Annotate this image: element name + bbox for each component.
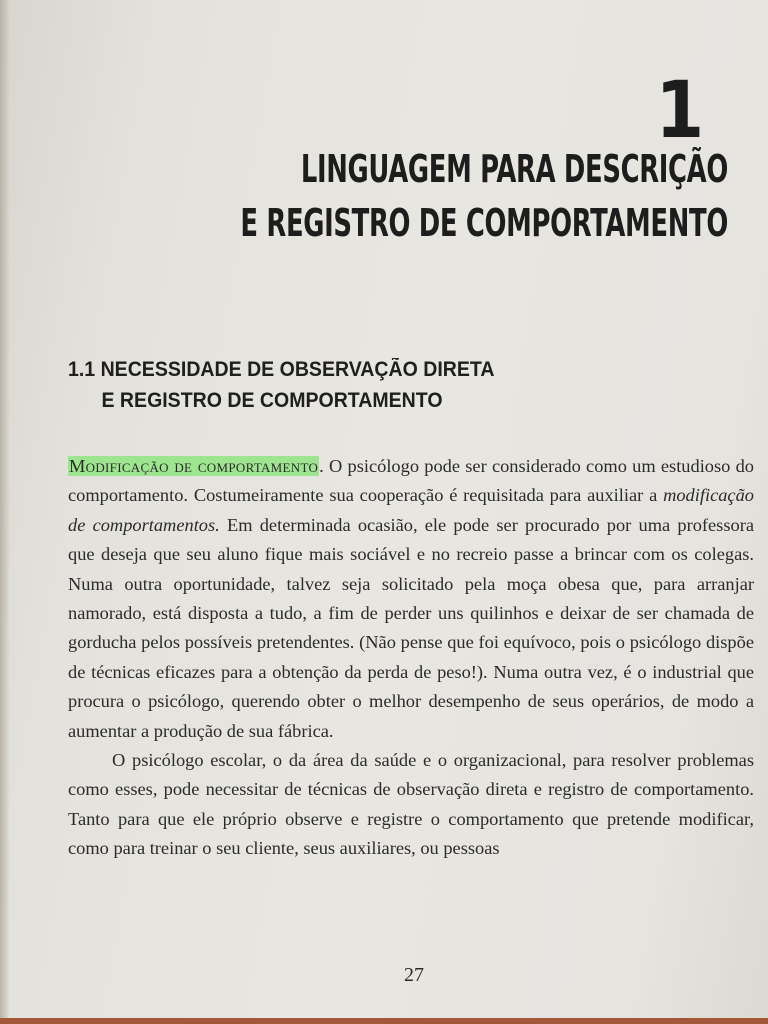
- chapter-title-line2: E REGISTRO DE COMPORTAMENTO: [240, 201, 728, 245]
- paragraph-1-text-a: . O psicólogo pode ser considerado como um estudioso do comportamento. Costumeiramente sua cooperação é requisitada para auxiliar a: [68, 456, 754, 506]
- chapter-title: [240, 142, 728, 250]
- paragraph-1-text-b: Em determinada ocasião, ele pode ser procurado por uma professora que deseja que seu aluno fique mais sociável e no recreio passe a brincar com os colegas. Numa outra oportunidade, talvez seja solicitado pela moça obesa que, para arranjar namorado, está disposta a tudo, a fim de perder uns quilinhos e deixar de ser chamada de gorducha pelos possíveis pretendentes. (Não pense que foi equívoco, pois o psicólogo dispõe de técnicas eficazes para a obtenção da perda de peso!). Numa outra vez, é o industrial que procura o psicólogo, querendo obter o melhor desempenho de seus operários, de modo a aumentar a produção de sua fábrica.: [68, 514, 754, 741]
- paragraph-2: O psicólogo escolar, o da área da saúde e o organizacional, para resolver problemas como esses, pode necessitar de técnicas de observação direta e registro de comportamento. Tanto para que ele próprio observe e registre o comportamento que pretende modificar, como para treinar o seu cliente, seus auxiliares, ou pessoas: [68, 750, 754, 859]
- chapter-title-line1: LINGUAGEM PARA DESCRIÇÃO: [300, 147, 728, 191]
- page-bottom-edge: [0, 1018, 768, 1024]
- paragraph-1: [68, 452, 754, 746]
- section-heading-line1: 1.1 NECESSIDADE DE OBSERVAÇÃO DIRETA: [68, 358, 495, 381]
- section-heading: [68, 354, 494, 416]
- body-text: [68, 452, 754, 864]
- highlighted-term: Modificação de comportamento: [69, 456, 319, 476]
- page-number: 27: [404, 964, 424, 986]
- section-heading-line2: E REGISTRO DE COMPORTAMENTO: [101, 389, 443, 412]
- paragraph-1-italic: modificação de comportamentos.: [68, 485, 754, 535]
- page-shadow-left: [0, 0, 10, 1024]
- chapter-number: 1: [655, 66, 704, 156]
